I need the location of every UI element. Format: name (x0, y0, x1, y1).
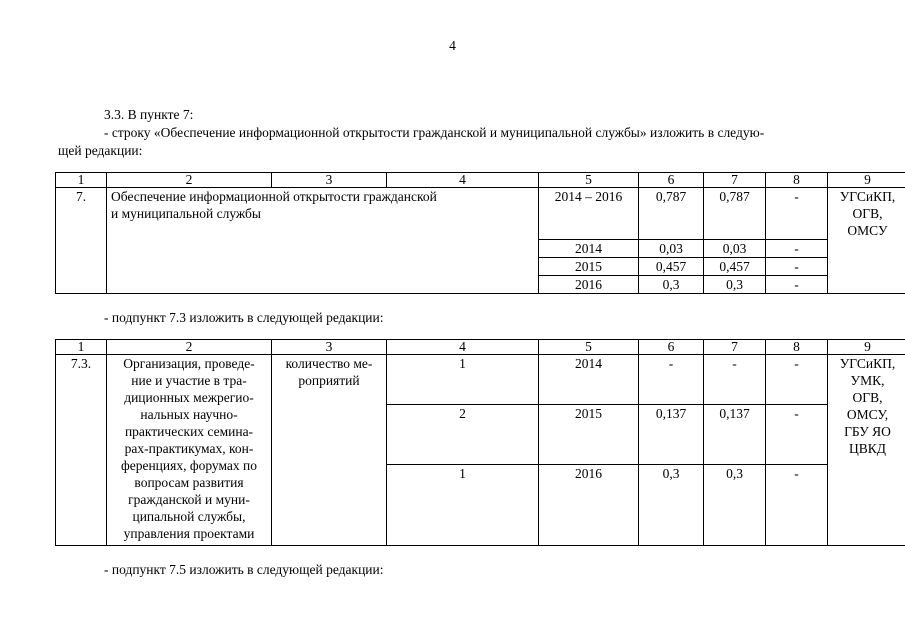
table-2 (55, 339, 905, 546)
event-name-line: ние и участие в тра- (131, 373, 247, 388)
executor-line: ЦВКД (849, 441, 886, 456)
year-cell: 2014 (539, 355, 639, 405)
row-name-line: Обеспечение информационной открытости гражданской (111, 189, 437, 204)
value-col4: 2 (387, 405, 539, 465)
value-col6: 0,457 (639, 258, 704, 276)
value-col6: - (639, 355, 704, 405)
event-name-line: управления проектами (123, 526, 255, 541)
table-2-header-8: 8 (766, 340, 828, 355)
table-2-header-9: 9 (828, 340, 905, 355)
event-name-line: рах-практикумах, кон- (124, 441, 254, 456)
table-1 (55, 172, 905, 294)
table-1-header-3: 3 (272, 173, 387, 188)
indicator-cell (272, 355, 387, 546)
executor-line: УГСиКП, (839, 189, 896, 204)
value-col8: - (766, 465, 828, 546)
table-1-header-9: 9 (828, 173, 905, 188)
table-1-header-7: 7 (704, 173, 766, 188)
executor-line: УГСиКП, (839, 356, 896, 371)
value-col8: - (766, 188, 828, 240)
table-row (56, 188, 905, 240)
instruction-line-2: щей редакции: (58, 143, 143, 158)
executor-line: УМК, (850, 373, 885, 388)
value-col4: 1 (387, 355, 539, 405)
page-number: 4 (449, 38, 456, 53)
row-name (107, 188, 539, 294)
executor-cell (828, 188, 905, 240)
event-name-line: ференциях, форумах по (120, 458, 258, 473)
table-1-header-4: 4 (387, 173, 539, 188)
table-1-header-6: 6 (639, 173, 704, 188)
table-1-header-5: 5 (539, 173, 639, 188)
event-name-line: гражданской и муни- (128, 492, 250, 507)
value-col8: - (766, 258, 828, 276)
table-2-header-5: 5 (539, 340, 639, 355)
value-col4: 1 (387, 465, 539, 546)
year-cell: 2015 (539, 405, 639, 465)
table-2-header-6: 6 (639, 340, 704, 355)
value-col8: - (766, 276, 828, 294)
event-name-line: вопросам развития (134, 475, 244, 490)
event-name (107, 355, 272, 546)
subpoint-7-5-text: - подпункт 7.5 изложить в следующей редакции: (104, 562, 384, 577)
table-2-header-7: 7 (704, 340, 766, 355)
table-2-header-4: 4 (387, 340, 539, 355)
section-heading: 3.3. В пункте 7: (104, 107, 194, 122)
event-name-line: нальных научно- (140, 407, 238, 422)
executor-line: ГБУ ЯО (844, 424, 891, 439)
event-name-line: ципальной службы, (132, 509, 246, 524)
table-1-header-8: 8 (766, 173, 828, 188)
value-col8: - (766, 405, 828, 465)
indicator-line: роприятий (298, 373, 360, 388)
year-cell: 2016 (539, 276, 639, 294)
value-col6: 0,3 (639, 276, 704, 294)
value-col7: 0,03 (704, 240, 766, 258)
value-col7: 0,3 (704, 276, 766, 294)
executor-line: ОМСУ (847, 223, 888, 238)
row-name-line: и муниципальной службы (111, 206, 261, 221)
table-2-header-1: 1 (56, 340, 107, 355)
value-col6: 0,3 (639, 465, 704, 546)
executor-cell-continued (828, 240, 905, 294)
row-number: 7. (56, 188, 107, 294)
value-col6: 0,03 (639, 240, 704, 258)
table-2-header-2: 2 (107, 340, 272, 355)
executor-line: ОГВ, (852, 390, 883, 405)
value-col6: 0,137 (639, 405, 704, 465)
executor-line: ОМСУ, (846, 407, 889, 422)
value-col8: - (766, 355, 828, 405)
event-name-line: Организация, проведе- (123, 356, 255, 371)
value-col6: 0,787 (639, 188, 704, 240)
table-1-header-row (56, 173, 905, 188)
executor-line: ОГВ, (852, 206, 883, 221)
value-col7: 0,787 (704, 188, 766, 240)
value-col8: - (766, 240, 828, 258)
event-name-line: диционных межрегио- (124, 390, 254, 405)
value-col7: - (704, 355, 766, 405)
table-1-header-1: 1 (56, 173, 107, 188)
year-cell: 2014 (539, 240, 639, 258)
table-2-header-row (56, 340, 905, 355)
subpoint-7-3-text: - подпункт 7.3 изложить в следующей редакции: (104, 310, 384, 325)
executor-cell (828, 355, 905, 546)
table-2-header-3: 3 (272, 340, 387, 355)
value-col7: 0,3 (704, 465, 766, 546)
year-cell: 2015 (539, 258, 639, 276)
value-col7: 0,457 (704, 258, 766, 276)
table-row (56, 355, 905, 405)
row-number: 7.3. (56, 355, 107, 546)
period-cell: 2014 – 2016 (539, 188, 639, 240)
table-1-header-2: 2 (107, 173, 272, 188)
indicator-line: количество ме- (285, 356, 373, 371)
year-cell: 2016 (539, 465, 639, 546)
instruction-line-1: - строку «Обеспечение информационной открытости гражданской и муниципальной службы» изложить в следую- (104, 125, 765, 140)
value-col7: 0,137 (704, 405, 766, 465)
event-name-line: практических семина- (124, 424, 254, 439)
